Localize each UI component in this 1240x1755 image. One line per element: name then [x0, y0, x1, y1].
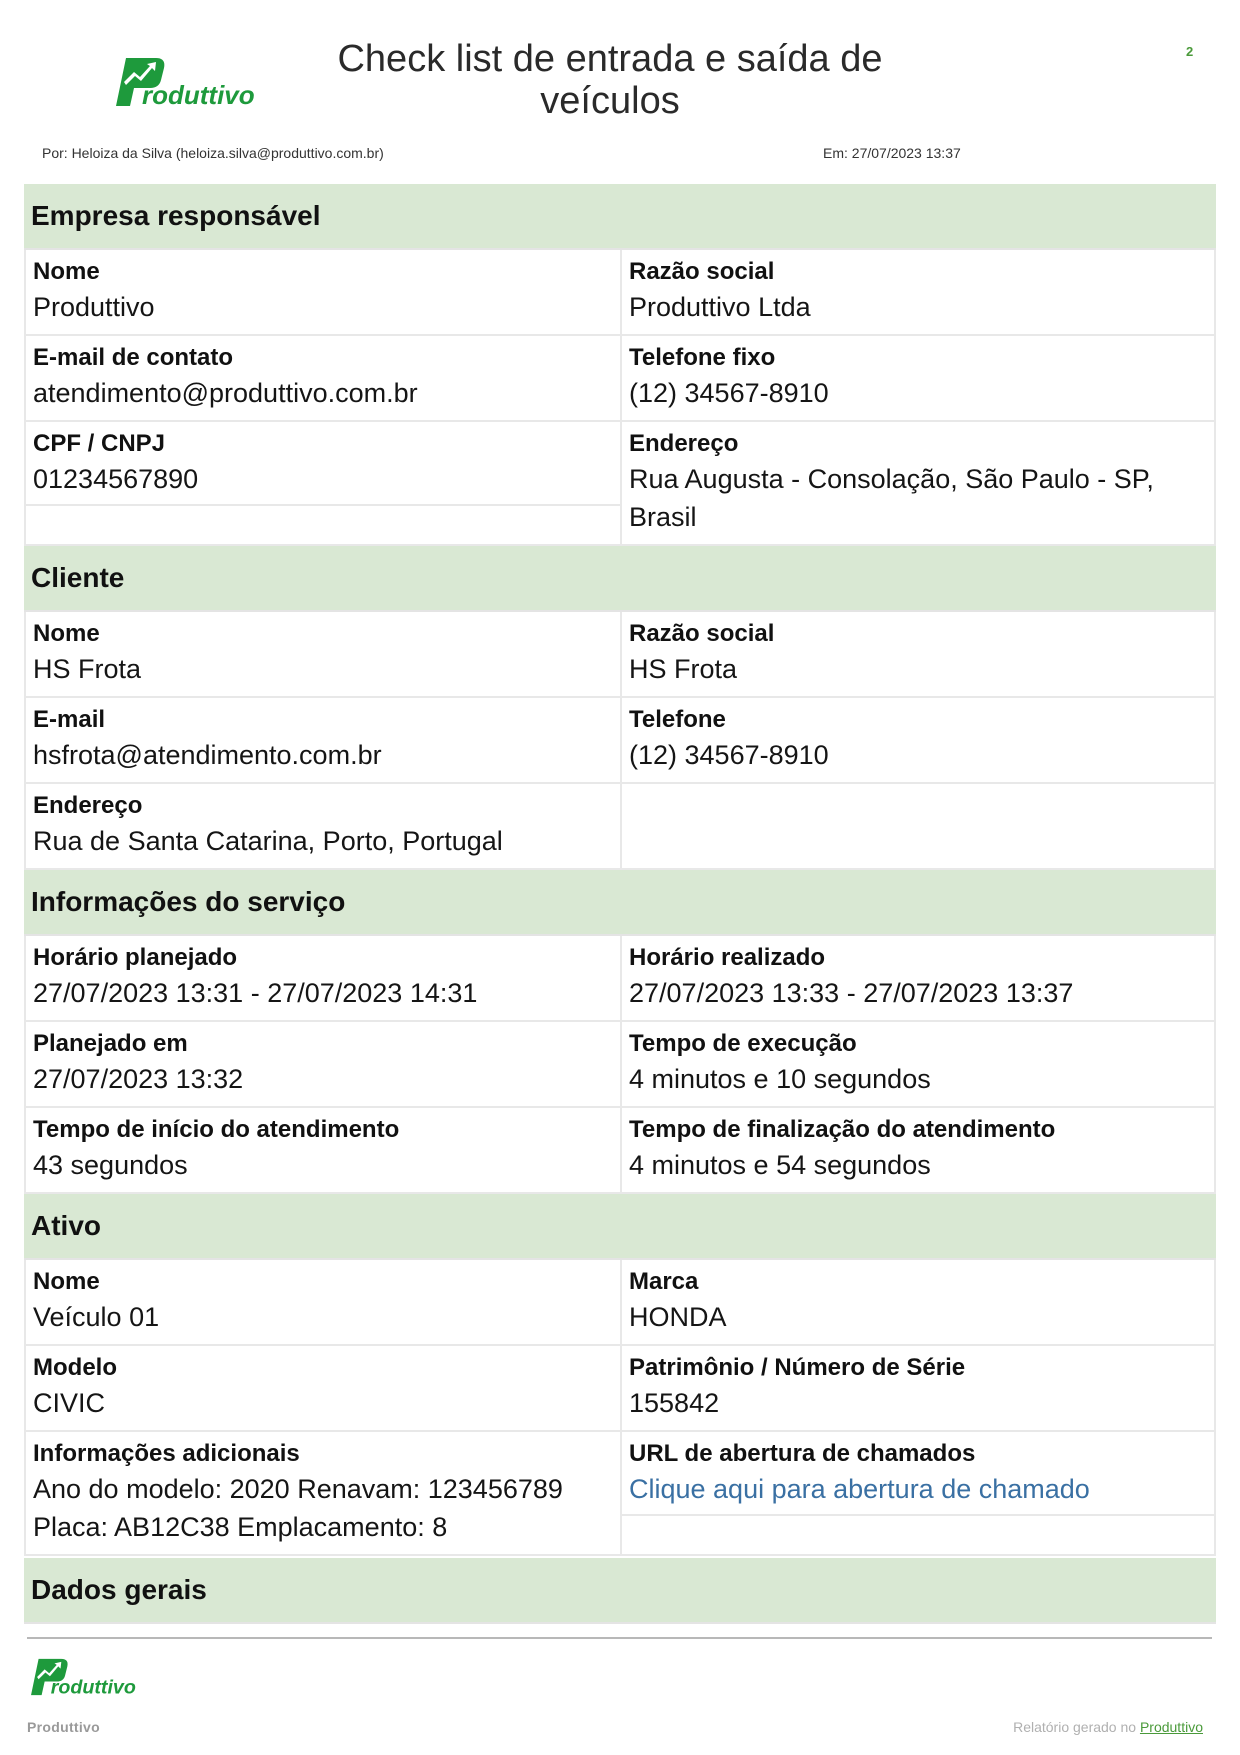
- field-value: 43 segundos: [33, 1150, 188, 1180]
- field-label: Informações adicionais: [33, 1440, 300, 1467]
- field-horario-realizado: [620, 936, 1216, 1022]
- field-value: atendimento@produttivo.com.br: [33, 378, 418, 408]
- field-label: Nome: [33, 258, 100, 285]
- footer-company: Produttivo: [27, 1719, 100, 1735]
- produttivo-logo: [112, 56, 260, 108]
- table-row: [24, 612, 1216, 698]
- field-cliente-telefone: [620, 698, 1216, 784]
- field-value: hsfrota@atendimento.com.br: [33, 740, 382, 770]
- section-header-servico: Informações do serviço: [24, 870, 1216, 936]
- field-value: HS Frota: [629, 654, 738, 684]
- field-horario-planejado: [24, 936, 620, 1022]
- field-label: Planejado em: [33, 1030, 188, 1057]
- field-label: Patrimônio / Número de Série: [629, 1354, 966, 1381]
- field-cliente-razao-social: [620, 612, 1216, 698]
- field-empresa-nome: [24, 250, 620, 336]
- report-datetime: Em: 27/07/2023 13:37: [823, 145, 961, 161]
- table-row: [24, 1432, 1216, 1556]
- section-header-empresa: Empresa responsável: [24, 184, 1216, 250]
- table-row: [24, 784, 1216, 870]
- report-sheet: [24, 184, 1216, 1624]
- field-label: Nome: [33, 620, 100, 647]
- field-empresa-cpf-cnpj: [24, 422, 620, 546]
- cell-divider: [622, 1514, 1214, 1516]
- field-value: 27/07/2023 13:31 - 27/07/2023 14:31: [33, 978, 478, 1008]
- field-label: Telefone: [629, 706, 726, 733]
- field-tempo-finalizacao: [620, 1108, 1216, 1194]
- field-label: Tempo de início do atendimento: [33, 1116, 400, 1143]
- logo-icon: [112, 56, 260, 108]
- table-row: [24, 1346, 1216, 1432]
- section-header-dados-gerais: Dados gerais: [24, 1558, 1216, 1624]
- field-cliente-endereco: [24, 784, 620, 870]
- report-author: Por: Heloiza da Silva (heloiza.silva@produttivo.com.br): [42, 145, 384, 161]
- footer-generated: [1013, 1719, 1203, 1735]
- field-label: Endereço: [33, 792, 143, 819]
- field-value: 155842: [629, 1388, 720, 1418]
- field-ativo-info-adicionais: [24, 1432, 620, 1556]
- field-label: URL de abertura de chamados: [629, 1440, 976, 1467]
- field-value: 01234567890: [33, 464, 199, 494]
- field-value: Rua de Santa Catarina, Porto, Portugal: [33, 826, 503, 856]
- field-empresa-email: [24, 336, 620, 422]
- section-header-ativo: Ativo: [24, 1194, 1216, 1260]
- field-value: CIVIC: [33, 1388, 106, 1418]
- field-label: Razão social: [629, 258, 775, 285]
- footer-generated-prefix: Relatório gerado no: [1013, 1719, 1137, 1735]
- table-row: [24, 422, 1216, 546]
- field-ativo-url-chamados: [620, 1432, 1216, 1556]
- field-value: 4 minutos e 54 segundos: [629, 1150, 931, 1180]
- table-row: [24, 698, 1216, 784]
- field-label: Razão social: [629, 620, 775, 647]
- logo-icon: [28, 1657, 140, 1697]
- field-value: Veículo 01: [33, 1302, 160, 1332]
- field-label: Modelo: [33, 1354, 117, 1381]
- footer-produttivo-link[interactable]: Produttivo: [1139, 1719, 1203, 1735]
- field-value: 27/07/2023 13:32: [33, 1064, 244, 1094]
- field-ativo-marca: [620, 1260, 1216, 1346]
- table-row: [24, 936, 1216, 1022]
- field-label: CPF / CNPJ: [33, 430, 166, 457]
- field-value: 27/07/2023 13:33 - 27/07/2023 13:37: [629, 978, 1074, 1008]
- field-ativo-patrimonio: [620, 1346, 1216, 1432]
- section-header-cliente: Cliente: [24, 546, 1216, 612]
- svg-text:roduttivo: roduttivo: [50, 1676, 136, 1697]
- field-value: Produttivo: [33, 292, 155, 322]
- field-label: Telefone fixo: [629, 344, 776, 371]
- field-ativo-modelo: [24, 1346, 620, 1432]
- field-label: Horário realizado: [629, 944, 826, 971]
- field-label: Tempo de finalização do atendimento: [629, 1116, 1056, 1143]
- field-label: Nome: [33, 1268, 100, 1295]
- field-empresa-razao-social: [620, 250, 1216, 336]
- cell-divider: [26, 504, 620, 506]
- table-row: [24, 1108, 1216, 1194]
- field-label: Endereço: [629, 430, 739, 457]
- table-row: [24, 336, 1216, 422]
- field-label: Horário planejado: [33, 944, 238, 971]
- field-label: Tempo de execução: [629, 1030, 857, 1057]
- field-value: (12) 34567-8910: [629, 740, 829, 770]
- field-label: Marca: [629, 1268, 699, 1295]
- field-cliente-nome: [24, 612, 620, 698]
- field-empty: [620, 784, 1216, 870]
- field-tempo-execucao: [620, 1022, 1216, 1108]
- field-value: HS Frota: [33, 654, 142, 684]
- field-label: E-mail de contato: [33, 344, 234, 371]
- footer-logo: [28, 1657, 140, 1702]
- field-label: E-mail: [33, 706, 106, 733]
- field-value: HONDA: [629, 1302, 727, 1332]
- field-planejado-em: [24, 1022, 620, 1108]
- field-value: Rua Augusta - Consolação, São Paulo - SP, Brasil: [629, 464, 1154, 532]
- field-cliente-email: [24, 698, 620, 784]
- field-empresa-endereco: [620, 422, 1216, 546]
- field-tempo-inicio: [24, 1108, 620, 1194]
- field-empresa-telefone: [620, 336, 1216, 422]
- table-row: [24, 250, 1216, 336]
- field-value: (12) 34567-8910: [629, 378, 829, 408]
- footer-divider: [27, 1637, 1212, 1639]
- field-value: Produttivo Ltda: [629, 292, 811, 322]
- document-title: Check list de entrada e saída de veículos: [337, 38, 883, 122]
- page-number: 2: [1186, 44, 1194, 59]
- table-row: [24, 1260, 1216, 1346]
- open-ticket-link[interactable]: Clique aqui para abertura de chamado: [629, 1474, 1090, 1504]
- field-value: Ano do modelo: 2020 Renavam: 123456789 Placa: AB12C38 Emplacamento: 8: [33, 1474, 563, 1542]
- field-value: 4 minutos e 10 segundos: [629, 1064, 931, 1094]
- table-row: [24, 1022, 1216, 1108]
- svg-text:roduttivo: roduttivo: [142, 80, 255, 108]
- field-ativo-nome: [24, 1260, 620, 1346]
